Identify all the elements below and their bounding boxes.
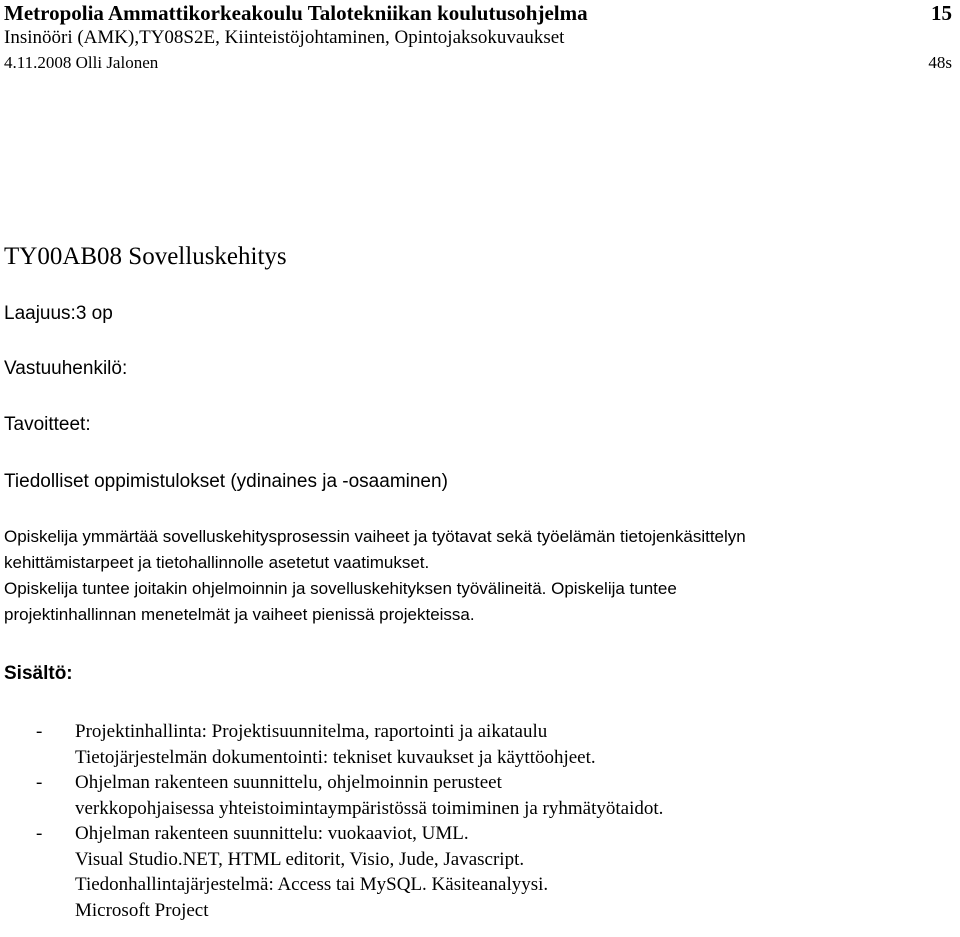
outcomes-heading: Tiedolliset oppimistulokset (ydinaines ja -osaaminen) [4, 471, 448, 492]
semester-label: 48s [928, 53, 952, 72]
goals-heading: Tavoitteet: [4, 414, 91, 435]
content-line: Microsoft Project [75, 899, 209, 921]
date-author: 4.11.2008 Olli Jalonen [4, 53, 159, 72]
content-heading: Sisältö: [4, 663, 73, 684]
content-item [0, 821, 663, 923]
goals-line: kehittämistarpeet ja tietohallinnolle asetetut vaatimukset. [4, 553, 430, 572]
content-line: Visual Studio.NET, HTML editorit, Visio, Jude, Javascript. [75, 848, 525, 870]
content-line: Tiedonhallintajärjestelmä: Access tai MySQL. Käsiteanalyysi. [75, 874, 549, 895]
goals-line: Opiskelija tuntee joitakin ohjelmoinnin ja sovelluskehityksen työvälineitä. Opiskelija tuntee [4, 579, 677, 598]
content-line: Projektinhallinta: Projektisuunnitelma, raportointi ja aikataulu [75, 721, 548, 742]
list-dash: - [36, 721, 43, 742]
goals-text [4, 524, 746, 628]
course-responsible: Vastuuhenkilö: [4, 358, 128, 379]
goals-line: Opiskelija ymmärtää sovelluskehitysprosessin vaiheet ja työtavat sekä työelämän tietojenkäsittelyn [4, 527, 746, 546]
goals-line: projektinhallinnan menetelmät ja vaiheet pienissä projekteissa. [4, 605, 475, 624]
content-line: Ohjelman rakenteen suunnittelu: vuokaaviot, UML. [75, 823, 469, 844]
program-name: Insinööri (AMK),TY08S2E, Kiinteistöjohtaminen, Opintojaksokuvaukset [4, 27, 565, 48]
content-list [0, 719, 663, 923]
page-header-program [4, 26, 952, 50]
content-item [0, 719, 663, 770]
institution-name: Metropolia Ammattikorkeakoulu Talotekniikan koulutusohjelma [4, 1, 588, 25]
content-item [0, 770, 663, 821]
content-line: verkkopohjaisessa yhteistoimintaympäristössä toimiminen ja ryhmätyötaidot. [75, 797, 664, 819]
page-number: 15 [931, 1, 952, 25]
page-header-date [4, 52, 952, 74]
page-header-institution [4, 0, 952, 26]
content-line: Ohjelman rakenteen suunnittelu, ohjelmoinnin perusteet [75, 772, 502, 793]
course-scope: Laajuus:3 op [4, 303, 113, 324]
course-title: TY00AB08 Sovelluskehitys [4, 243, 287, 270]
content-line: Tietojärjestelmän dokumentointi: tekniset kuvaukset ja käyttöohjeet. [75, 746, 596, 768]
list-dash: - [36, 823, 43, 844]
list-dash: - [36, 772, 43, 793]
